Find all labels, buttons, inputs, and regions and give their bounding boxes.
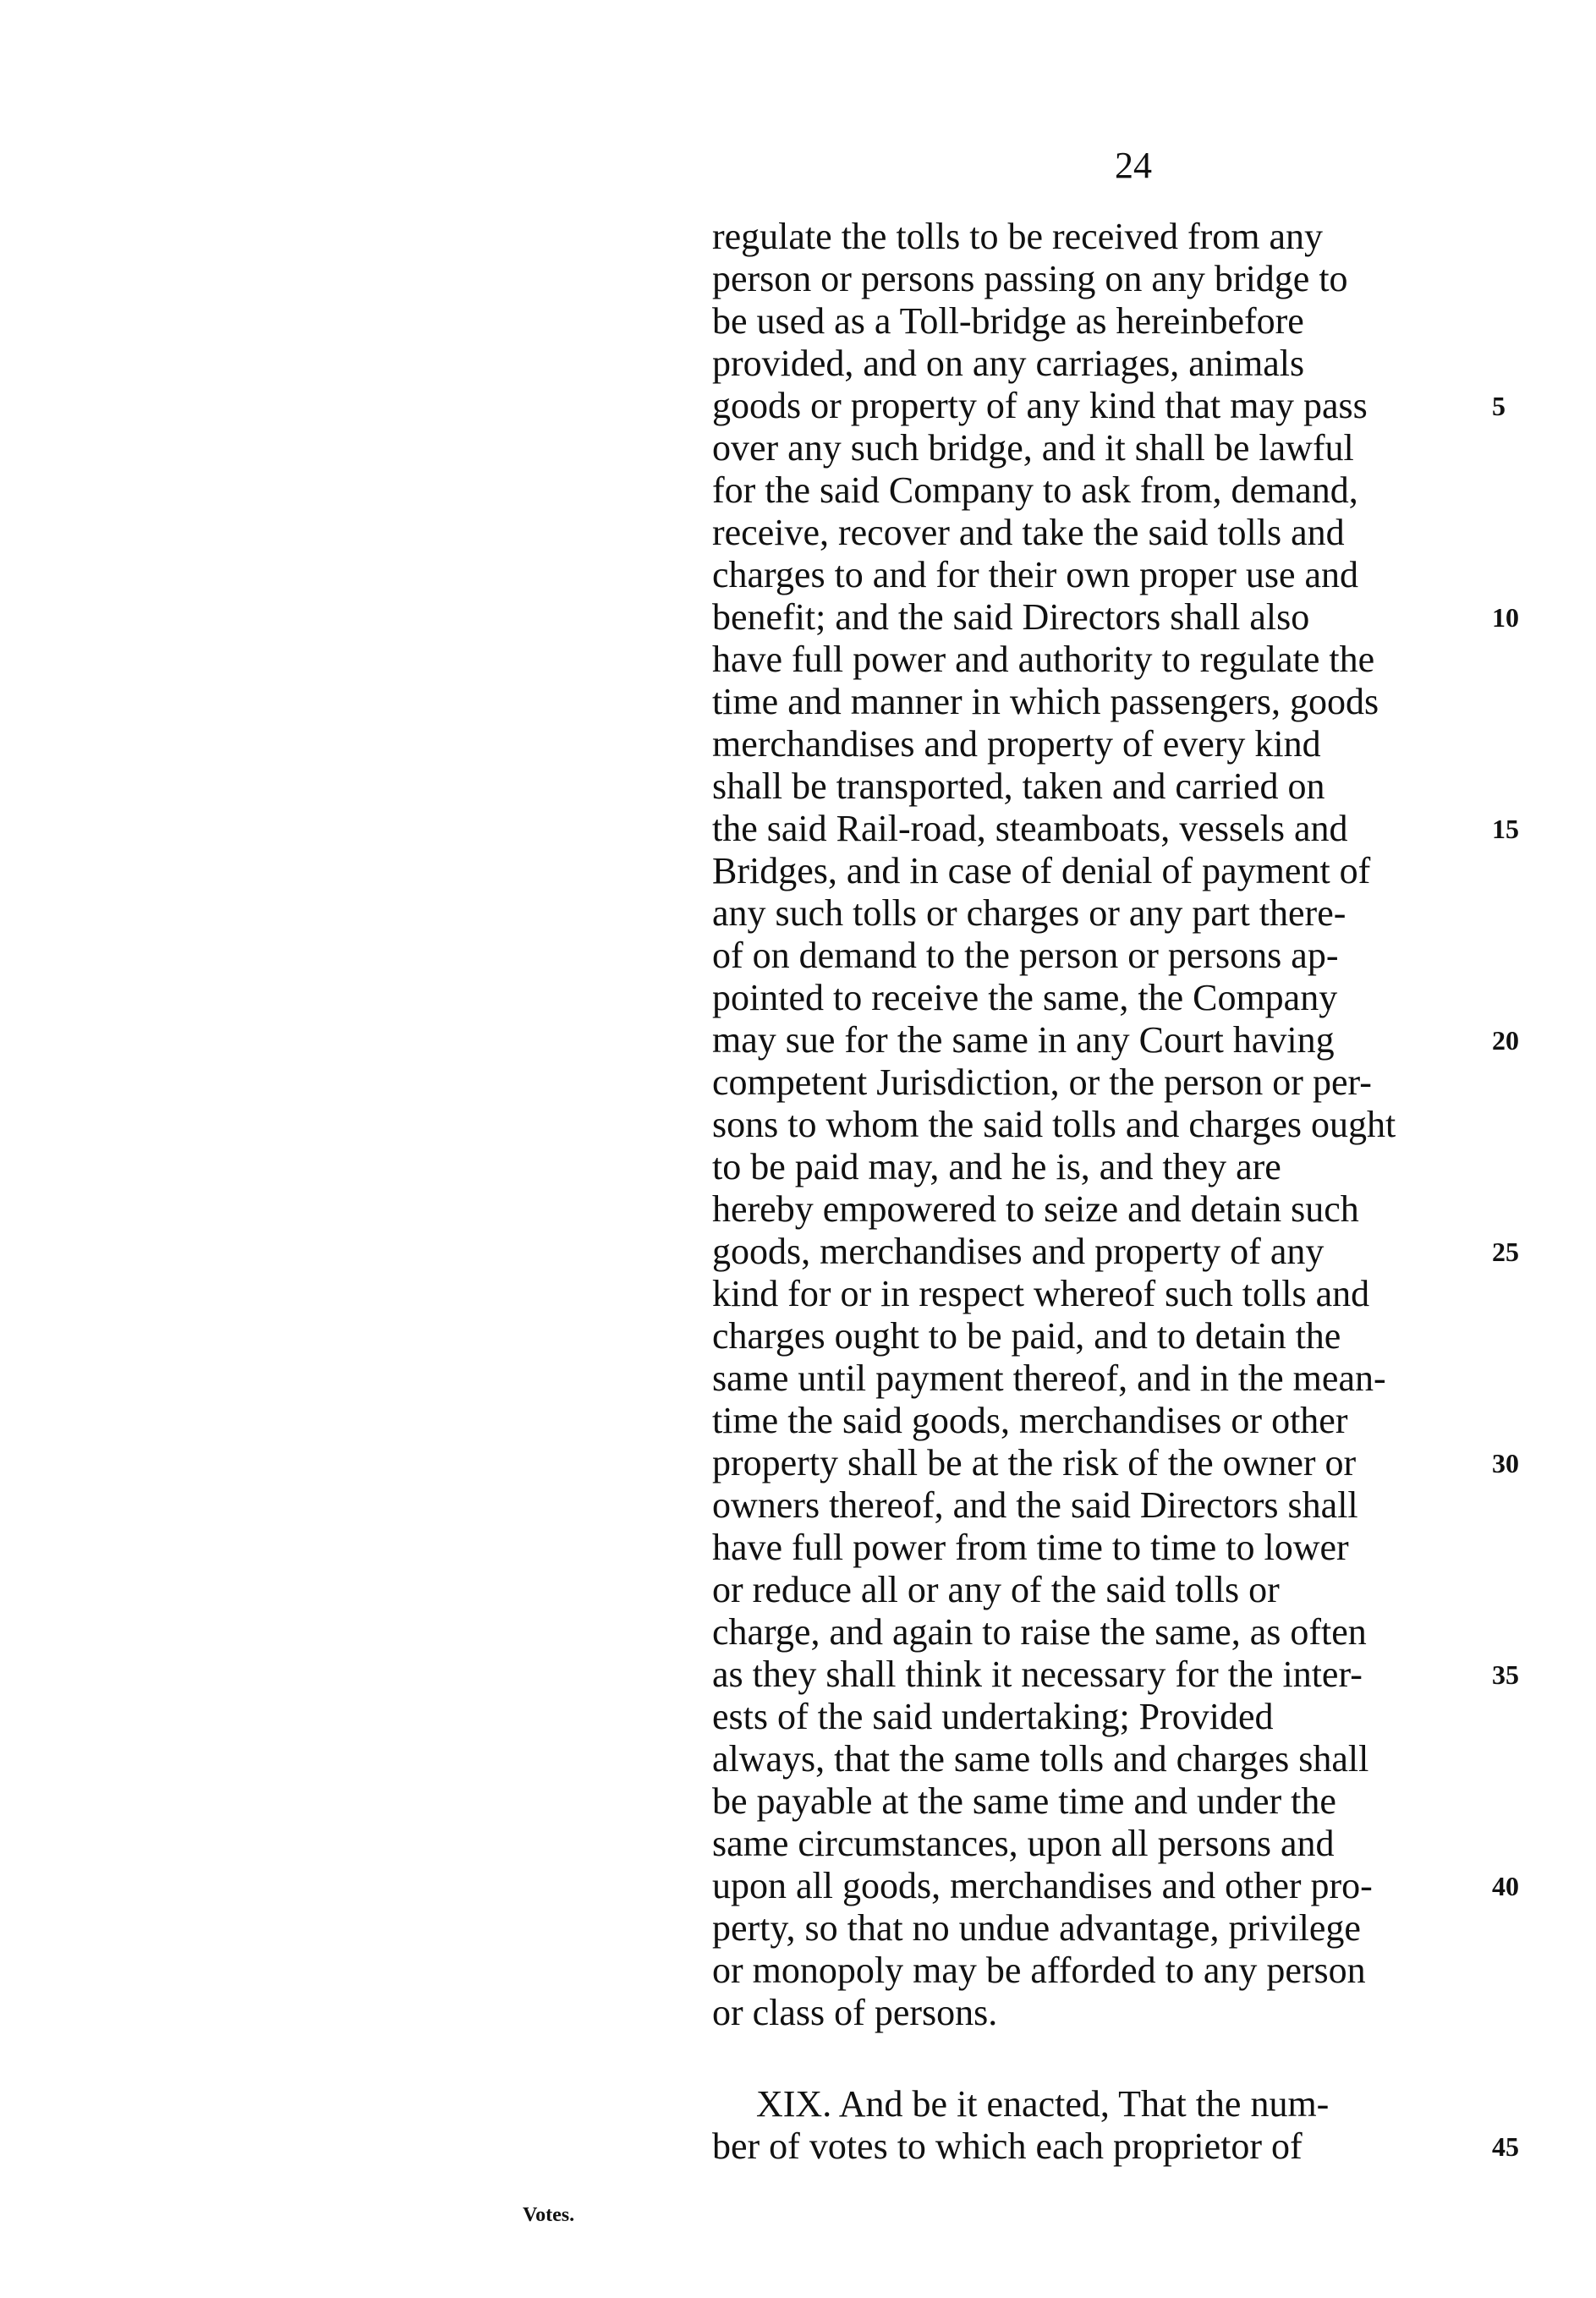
line-number: 20 [1492, 1025, 1519, 1056]
margin-note: Votes. [523, 2204, 575, 2226]
text-line: the said Rail-road, steamboats, vessels and [712, 808, 1348, 849]
line-number: 35 [1492, 1659, 1519, 1690]
line-number: 25 [1492, 1237, 1519, 1267]
text-line: time and manner in which passengers, goods [712, 681, 1379, 722]
line-number: 5 [1492, 391, 1506, 421]
line-number: 10 [1492, 602, 1519, 633]
text-line: of on demand to the person or persons ap- [712, 935, 1339, 976]
text-line: ber of votes to which each proprietor of [712, 2125, 1303, 2167]
text-line: sons to whom the said tolls and charges ought [712, 1104, 1396, 1145]
body-text [712, 216, 1485, 2168]
text-line: may sue for the same in any Court having [712, 1019, 1335, 1061]
text-line: receive, recover and take the said tolls and [712, 512, 1345, 553]
text-line: be used as a Toll-bridge as hereinbefore [712, 300, 1304, 342]
line-number: 15 [1492, 814, 1519, 844]
text-line: goods or property of any kind that may pass [712, 385, 1368, 426]
text-line: to be paid may, and he is, and they are [712, 1146, 1281, 1187]
text-line: time the said goods, merchandises or other [712, 1400, 1348, 1441]
text-line: have full power from time to time to lower [712, 1527, 1349, 1568]
text-line: over any such bridge, and it shall be lawful [712, 427, 1354, 469]
text-line: any such tolls or charges or any part there- [712, 892, 1346, 934]
text-line: or monopoly may be afforded to any person [712, 1950, 1366, 1991]
text-line: owners thereof, and the said Directors shall [712, 1484, 1358, 1526]
text-line: kind for or in respect whereof such tolls and [712, 1273, 1370, 1314]
text-line: pointed to receive the same, the Company [712, 977, 1338, 1018]
text-line: or reduce all or any of the said tolls or [712, 1569, 1280, 1610]
text-line: shall be transported, taken and carried on [712, 765, 1325, 807]
text-line: perty, so that no undue advantage, privilege [712, 1907, 1361, 1949]
text-line: be payable at the same time and under the [712, 1780, 1336, 1822]
text-line: XIX. And be it enacted, That the num- [756, 2083, 1330, 2125]
text-line: benefit; and the said Directors shall also [712, 596, 1310, 638]
text-line: always, that the same tolls and charges shall [712, 1738, 1369, 1780]
text-line: for the said Company to ask from, demand, [712, 469, 1358, 511]
text-line: property shall be at the risk of the owner or [712, 1442, 1357, 1484]
line-number: 30 [1492, 1448, 1519, 1478]
text-line: hereby empowered to seize and detain such [712, 1188, 1359, 1230]
text-line: have full power and authority to regulate the [712, 639, 1375, 680]
text-line: merchandises and property of every kind [712, 723, 1321, 765]
text-line: charge, and again to raise the same, as often [712, 1611, 1367, 1653]
text-line: ests of the said undertaking; Provided [712, 1696, 1274, 1737]
text-line: or class of persons. [712, 1992, 998, 2033]
line-number: 45 [1492, 2131, 1519, 2162]
text-line: same until payment thereof, and in the mean- [712, 1357, 1386, 1399]
text-line: same circumstances, upon all persons and [712, 1823, 1335, 1864]
line-number: 40 [1492, 1871, 1519, 1901]
text-line: charges ought to be paid, and to detain the [712, 1315, 1341, 1357]
text-line: provided, and on any carriages, animals [712, 343, 1305, 384]
text-line: competent Jurisdiction, or the person or per- [712, 1061, 1372, 1103]
text-line: upon all goods, merchandises and other pro- [712, 1865, 1373, 1906]
text-line: goods, merchandises and property of any [712, 1231, 1325, 1272]
text-line: charges to and for their own proper use and [712, 554, 1359, 595]
text-line: Bridges, and in case of denial of payment of [712, 850, 1371, 891]
page-number: 24 [1115, 145, 1152, 186]
text-line: regulate the tolls to be received from any [712, 216, 1324, 257]
text-line: as they shall think it necessary for the inter- [712, 1654, 1363, 1695]
text-line: person or persons passing on any bridge to [712, 258, 1348, 299]
